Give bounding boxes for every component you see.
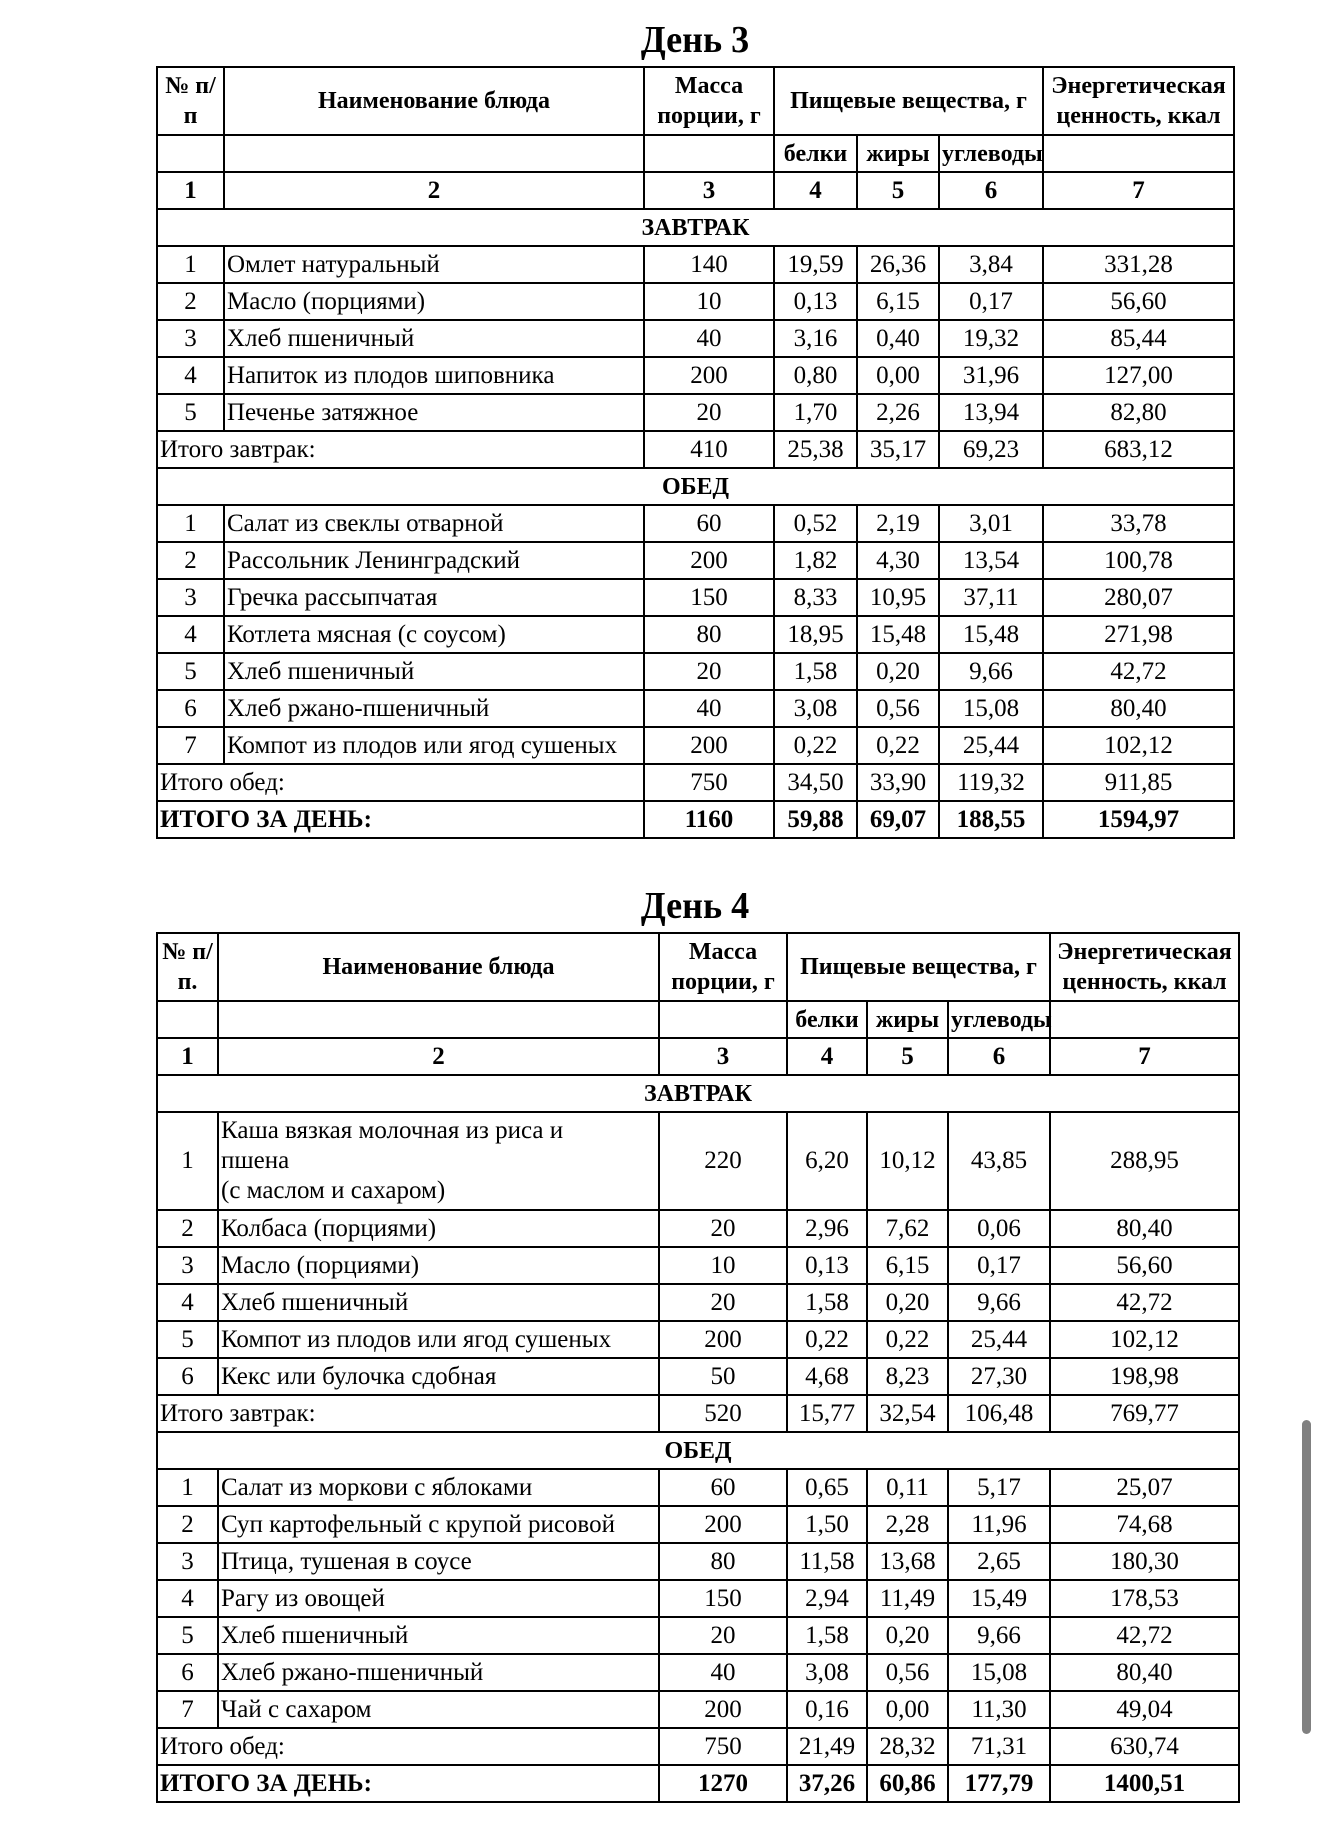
dish-mass: 80: [644, 616, 774, 653]
dish-fat: 0,22: [857, 727, 939, 764]
dish-name: Компот из плодов или ягод сушеных: [218, 1321, 659, 1358]
dish-mass: 60: [659, 1469, 787, 1506]
dish-number: 1: [157, 246, 224, 283]
dish-fat: 13,68: [867, 1543, 948, 1580]
dish-mass: 20: [659, 1617, 787, 1654]
col-number: 2: [224, 172, 644, 209]
dish-carbs: 27,30: [948, 1358, 1050, 1395]
total-carbs: 106,48: [948, 1395, 1050, 1432]
day-total-carbs: 188,55: [939, 801, 1043, 838]
dish-mass: 50: [659, 1358, 787, 1395]
dish-name: Омлет натуральный: [224, 246, 644, 283]
header-protein: белки: [787, 1001, 867, 1038]
day-4-menu-table: [156, 932, 1240, 1803]
dish-row: [157, 616, 1234, 653]
header-nutrients: Пищевые вещества, г: [774, 67, 1043, 135]
dish-fat: 6,15: [857, 283, 939, 320]
section-header-row: [157, 1432, 1239, 1469]
dish-mass: 150: [644, 579, 774, 616]
dish-name: Гречка рассыпчатая: [224, 579, 644, 616]
section-title: ЗАВТРАК: [157, 1075, 1239, 1112]
dish-number: 7: [157, 727, 224, 764]
dish-protein: 6,20: [787, 1112, 867, 1210]
dish-row: [157, 1112, 1239, 1210]
dish-carbs: 5,17: [948, 1469, 1050, 1506]
dish-energy: 102,12: [1043, 727, 1234, 764]
dish-number: 2: [157, 1210, 218, 1247]
dish-row: [157, 1543, 1239, 1580]
dish-number: 4: [157, 1580, 218, 1617]
dish-carbs: 13,94: [939, 394, 1043, 431]
dish-energy: 100,78: [1043, 542, 1234, 579]
dish-name: Хлеб пшеничный: [224, 653, 644, 690]
dish-protein: 0,16: [787, 1691, 867, 1728]
total-energy: 630,74: [1050, 1728, 1239, 1765]
total-label: Итого обед:: [157, 1728, 659, 1765]
dish-carbs: 31,96: [939, 357, 1043, 394]
dish-row: [157, 394, 1234, 431]
dish-number: 3: [157, 320, 224, 357]
dish-name: Колбаса (порциями): [218, 1210, 659, 1247]
dish-fat: 2,28: [867, 1506, 948, 1543]
dish-number: 5: [157, 653, 224, 690]
dish-carbs: 9,66: [948, 1617, 1050, 1654]
dish-carbs: 37,11: [939, 579, 1043, 616]
dish-mass: 200: [644, 542, 774, 579]
col-number: 6: [948, 1038, 1050, 1075]
col-number: 5: [867, 1038, 948, 1075]
dish-number: 4: [157, 616, 224, 653]
dish-energy: 42,72: [1050, 1284, 1239, 1321]
dish-number: 4: [157, 1284, 218, 1321]
total-fat: 33,90: [857, 764, 939, 801]
dish-fat: 0,20: [857, 653, 939, 690]
dish-row: [157, 1580, 1239, 1617]
dish-protein: 1,58: [787, 1617, 867, 1654]
dish-name: Хлеб ржано-пшеничный: [218, 1654, 659, 1691]
dish-row: [157, 1358, 1239, 1395]
day-total-protein: 59,88: [774, 801, 857, 838]
day-total-row: [157, 1765, 1239, 1802]
dish-number: 3: [157, 579, 224, 616]
dish-row: [157, 1654, 1239, 1691]
dish-number: 5: [157, 1321, 218, 1358]
section-total-row: [157, 764, 1234, 801]
header-energy: Энергетическая ценность, ккал: [1050, 933, 1239, 1001]
dish-mass: 60: [644, 505, 774, 542]
dish-carbs: 13,54: [939, 542, 1043, 579]
dish-protein: 3,16: [774, 320, 857, 357]
dish-carbs: 43,85: [948, 1112, 1050, 1210]
dish-fat: 0,56: [867, 1654, 948, 1691]
col-number: 4: [774, 172, 857, 209]
dish-name-line: Каша вязкая молочная из риса и: [221, 1117, 564, 1144]
dish-number: 1: [157, 505, 224, 542]
dish-mass: 10: [659, 1247, 787, 1284]
dish-name: Рагу из овощей: [218, 1580, 659, 1617]
dish-row: [157, 1210, 1239, 1247]
dish-protein: 8,33: [774, 579, 857, 616]
dish-carbs: 15,08: [939, 690, 1043, 727]
section-header-row: [157, 468, 1234, 505]
dish-protein: 11,58: [787, 1543, 867, 1580]
dish-carbs: 25,44: [939, 727, 1043, 764]
dish-carbs: 2,65: [948, 1543, 1050, 1580]
dish-number: 6: [157, 690, 224, 727]
header-carbs: углеводы: [948, 1001, 1050, 1038]
dish-mass: 200: [644, 727, 774, 764]
header-protein: белки: [774, 135, 857, 172]
dish-name: Масло (порциями): [224, 283, 644, 320]
dish-name: Чай с сахаром: [218, 1691, 659, 1728]
dish-row: [157, 1691, 1239, 1728]
dish-energy: 56,60: [1043, 283, 1234, 320]
col-number: 4: [787, 1038, 867, 1075]
dish-energy: 49,04: [1050, 1691, 1239, 1728]
dish-number: 1: [157, 1112, 218, 1210]
dish-mass: 20: [644, 653, 774, 690]
dish-protein: 0,22: [787, 1321, 867, 1358]
dish-row: [157, 357, 1234, 394]
vertical-scrollbar[interactable]: [1302, 1420, 1311, 1734]
total-fat: 32,54: [867, 1395, 948, 1432]
dish-number: 5: [157, 1617, 218, 1654]
dish-row: [157, 246, 1234, 283]
total-energy: 911,85: [1043, 764, 1234, 801]
dish-protein: 0,22: [774, 727, 857, 764]
col-number: 7: [1050, 1038, 1239, 1075]
dish-energy: 82,80: [1043, 394, 1234, 431]
dish-name: Рассольник Ленинградский: [224, 542, 644, 579]
dish-name: [218, 1112, 659, 1210]
dish-energy: 127,00: [1043, 357, 1234, 394]
dish-name: Котлета мясная (с соусом): [224, 616, 644, 653]
dish-number: 5: [157, 394, 224, 431]
dish-fat: 0,20: [867, 1617, 948, 1654]
total-carbs: 69,23: [939, 431, 1043, 468]
dish-name: Салат из моркови с яблоками: [218, 1469, 659, 1506]
dish-row: [157, 1321, 1239, 1358]
day-total-energy: 1400,51: [1050, 1765, 1239, 1802]
dish-protein: 19,59: [774, 246, 857, 283]
total-label: Итого завтрак:: [157, 431, 644, 468]
dish-carbs: 11,96: [948, 1506, 1050, 1543]
dish-fat: 0,22: [867, 1321, 948, 1358]
dish-protein: 4,68: [787, 1358, 867, 1395]
total-protein: 15,77: [787, 1395, 867, 1432]
dish-mass: 200: [659, 1321, 787, 1358]
dish-carbs: 15,08: [948, 1654, 1050, 1691]
dish-name: Хлеб ржано-пшеничный: [224, 690, 644, 727]
section-total-row: [157, 1395, 1239, 1432]
dish-fat: 15,48: [857, 616, 939, 653]
dish-energy: 56,60: [1050, 1247, 1239, 1284]
dish-energy: 331,28: [1043, 246, 1234, 283]
dish-protein: 0,13: [774, 283, 857, 320]
dish-row: [157, 579, 1234, 616]
total-mass: 750: [659, 1728, 787, 1765]
dish-carbs: 3,01: [939, 505, 1043, 542]
dish-name: Кекс или булочка сдобная: [218, 1358, 659, 1395]
dish-mass: 80: [659, 1543, 787, 1580]
dish-energy: 42,72: [1043, 653, 1234, 690]
dish-fat: 0,00: [857, 357, 939, 394]
dish-carbs: 0,17: [948, 1247, 1050, 1284]
dish-row: [157, 320, 1234, 357]
dish-name: Хлеб пшеничный: [218, 1617, 659, 1654]
header-mass: Масса порции, г: [659, 933, 787, 1001]
dish-name: Напиток из плодов шиповника: [224, 357, 644, 394]
dish-energy: 42,72: [1050, 1617, 1239, 1654]
dish-protein: 1,58: [787, 1284, 867, 1321]
dish-protein: 0,13: [787, 1247, 867, 1284]
day-total-fat: 60,86: [867, 1765, 948, 1802]
dish-energy: 280,07: [1043, 579, 1234, 616]
header-dish-name: Наименование блюда: [218, 933, 659, 1001]
dish-number: 2: [157, 542, 224, 579]
dish-row: [157, 542, 1234, 579]
dish-energy: 33,78: [1043, 505, 1234, 542]
day-3-title: День 3: [640, 19, 750, 61]
dish-name: Салат из свеклы отварной: [224, 505, 644, 542]
day-total-protein: 37,26: [787, 1765, 867, 1802]
header-fat: жиры: [857, 135, 939, 172]
day-total-row: [157, 801, 1234, 838]
dish-mass: 20: [659, 1284, 787, 1321]
dish-row: [157, 505, 1234, 542]
total-fat: 28,32: [867, 1728, 948, 1765]
dish-mass: 10: [644, 283, 774, 320]
dish-fat: 8,23: [867, 1358, 948, 1395]
dish-number: 1: [157, 1469, 218, 1506]
header-number: № п/ п.: [157, 933, 218, 1001]
dish-mass: 40: [644, 690, 774, 727]
dish-carbs: 9,66: [948, 1284, 1050, 1321]
day-total-label: ИТОГО ЗА ДЕНЬ:: [157, 1765, 659, 1802]
col-number: 1: [157, 1038, 218, 1075]
dish-energy: 178,53: [1050, 1580, 1239, 1617]
dish-fat: 0,20: [867, 1284, 948, 1321]
dish-mass: 40: [659, 1654, 787, 1691]
dish-fat: 10,12: [867, 1112, 948, 1210]
day-total-energy: 1594,97: [1043, 801, 1234, 838]
dish-name: Хлеб пшеничный: [224, 320, 644, 357]
dish-number: 6: [157, 1654, 218, 1691]
dish-protein: 1,58: [774, 653, 857, 690]
section-title: ОБЕД: [157, 468, 1234, 505]
dish-fat: 7,62: [867, 1210, 948, 1247]
dish-fat: 6,15: [867, 1247, 948, 1284]
dish-fat: 0,00: [867, 1691, 948, 1728]
dish-mass: 200: [659, 1506, 787, 1543]
col-number: 6: [939, 172, 1043, 209]
dish-energy: 80,40: [1043, 690, 1234, 727]
dish-name: Компот из плодов или ягод сушеных: [224, 727, 644, 764]
total-protein: 21,49: [787, 1728, 867, 1765]
dish-energy: 198,98: [1050, 1358, 1239, 1395]
header-dish-name: Наименование блюда: [224, 67, 644, 135]
dish-protein: 0,65: [787, 1469, 867, 1506]
dish-number: 3: [157, 1247, 218, 1284]
dish-protein: 1,50: [787, 1506, 867, 1543]
dish-fat: 0,40: [857, 320, 939, 357]
dish-name-line: пшена: [221, 1147, 290, 1174]
dish-fat: 2,19: [857, 505, 939, 542]
header-nutrients: Пищевые вещества, г: [787, 933, 1050, 1001]
dish-carbs: 3,84: [939, 246, 1043, 283]
dish-protein: 2,96: [787, 1210, 867, 1247]
day-3-menu-table: [156, 66, 1235, 839]
day-total-label: ИТОГО ЗА ДЕНЬ:: [157, 801, 644, 838]
dish-energy: 102,12: [1050, 1321, 1239, 1358]
dish-name: Масло (порциями): [218, 1247, 659, 1284]
day-total-mass: 1270: [659, 1765, 787, 1802]
total-energy: 769,77: [1050, 1395, 1239, 1432]
dish-mass: 220: [659, 1112, 787, 1210]
dish-number: 2: [157, 1506, 218, 1543]
dish-fat: 10,95: [857, 579, 939, 616]
dish-energy: 288,95: [1050, 1112, 1239, 1210]
dish-row: [157, 283, 1234, 320]
dish-row: [157, 727, 1234, 764]
dish-protein: 3,08: [787, 1654, 867, 1691]
dish-energy: 25,07: [1050, 1469, 1239, 1506]
dish-name: Суп картофельный с крупой рисовой: [218, 1506, 659, 1543]
dish-energy: 74,68: [1050, 1506, 1239, 1543]
col-number: 7: [1043, 172, 1234, 209]
dish-row: [157, 653, 1234, 690]
col-number: 1: [157, 172, 224, 209]
dish-carbs: 9,66: [939, 653, 1043, 690]
dish-mass: 140: [644, 246, 774, 283]
dish-mass: 20: [659, 1210, 787, 1247]
dish-protein: 0,80: [774, 357, 857, 394]
dish-name-line: (с маслом и сахаром): [221, 1177, 446, 1204]
dish-name: Птица, тушеная в соусе: [218, 1543, 659, 1580]
col-number: 2: [218, 1038, 659, 1075]
total-protein: 34,50: [774, 764, 857, 801]
dish-number: 7: [157, 1691, 218, 1728]
dish-protein: 18,95: [774, 616, 857, 653]
day-total-fat: 69,07: [857, 801, 939, 838]
dish-number: 6: [157, 1358, 218, 1395]
dish-row: [157, 1247, 1239, 1284]
header-energy: Энергетическая ценность, ккал: [1043, 67, 1234, 135]
total-mass: 750: [644, 764, 774, 801]
dish-energy: 80,40: [1050, 1654, 1239, 1691]
dish-carbs: 15,49: [948, 1580, 1050, 1617]
dish-protein: 1,82: [774, 542, 857, 579]
section-title: ЗАВТРАК: [157, 209, 1234, 246]
dish-carbs: 15,48: [939, 616, 1043, 653]
dish-fat: 0,56: [857, 690, 939, 727]
dish-energy: 271,98: [1043, 616, 1234, 653]
dish-fat: 26,36: [857, 246, 939, 283]
dish-mass: 200: [659, 1691, 787, 1728]
header-carbs: углеводы: [939, 135, 1043, 172]
dish-energy: 85,44: [1043, 320, 1234, 357]
section-header-row: [157, 1075, 1239, 1112]
dish-row: [157, 1469, 1239, 1506]
dish-number: 3: [157, 1543, 218, 1580]
total-energy: 683,12: [1043, 431, 1234, 468]
dish-carbs: 25,44: [948, 1321, 1050, 1358]
dish-number: 4: [157, 357, 224, 394]
col-number: 5: [857, 172, 939, 209]
dish-protein: 2,94: [787, 1580, 867, 1617]
total-protein: 25,38: [774, 431, 857, 468]
section-title: ОБЕД: [157, 1432, 1239, 1469]
dish-protein: 0,52: [774, 505, 857, 542]
total-mass: 520: [659, 1395, 787, 1432]
header-fat: жиры: [867, 1001, 948, 1038]
dish-carbs: 19,32: [939, 320, 1043, 357]
dish-fat: 11,49: [867, 1580, 948, 1617]
dish-protein: 1,70: [774, 394, 857, 431]
dish-carbs: 0,17: [939, 283, 1043, 320]
section-total-row: [157, 1728, 1239, 1765]
header-mass: Масса порции, г: [644, 67, 774, 135]
dish-carbs: 11,30: [948, 1691, 1050, 1728]
header-number: № п/ п: [157, 67, 224, 135]
total-mass: 410: [644, 431, 774, 468]
total-label: Итого завтрак:: [157, 1395, 659, 1432]
dish-name: Печенье затяжное: [224, 394, 644, 431]
total-carbs: 119,32: [939, 764, 1043, 801]
dish-energy: 80,40: [1050, 1210, 1239, 1247]
dish-fat: 0,11: [867, 1469, 948, 1506]
col-number: 3: [659, 1038, 787, 1075]
dish-fat: 2,26: [857, 394, 939, 431]
dish-row: [157, 1617, 1239, 1654]
dish-energy: 180,30: [1050, 1543, 1239, 1580]
day-total-carbs: 177,79: [948, 1765, 1050, 1802]
dish-mass: 20: [644, 394, 774, 431]
total-fat: 35,17: [857, 431, 939, 468]
dish-row: [157, 1284, 1239, 1321]
dish-mass: 200: [644, 357, 774, 394]
dish-mass: 150: [659, 1580, 787, 1617]
dish-fat: 4,30: [857, 542, 939, 579]
dish-mass: 40: [644, 320, 774, 357]
total-carbs: 71,31: [948, 1728, 1050, 1765]
dish-protein: 3,08: [774, 690, 857, 727]
dish-number: 2: [157, 283, 224, 320]
dish-row: [157, 1506, 1239, 1543]
dish-name: Хлеб пшеничный: [218, 1284, 659, 1321]
section-header-row: [157, 209, 1234, 246]
dish-carbs: 0,06: [948, 1210, 1050, 1247]
section-total-row: [157, 431, 1234, 468]
col-number: 3: [644, 172, 774, 209]
day-total-mass: 1160: [644, 801, 774, 838]
dish-row: [157, 690, 1234, 727]
day-4-title: День 4: [640, 885, 750, 927]
total-label: Итого обед:: [157, 764, 644, 801]
